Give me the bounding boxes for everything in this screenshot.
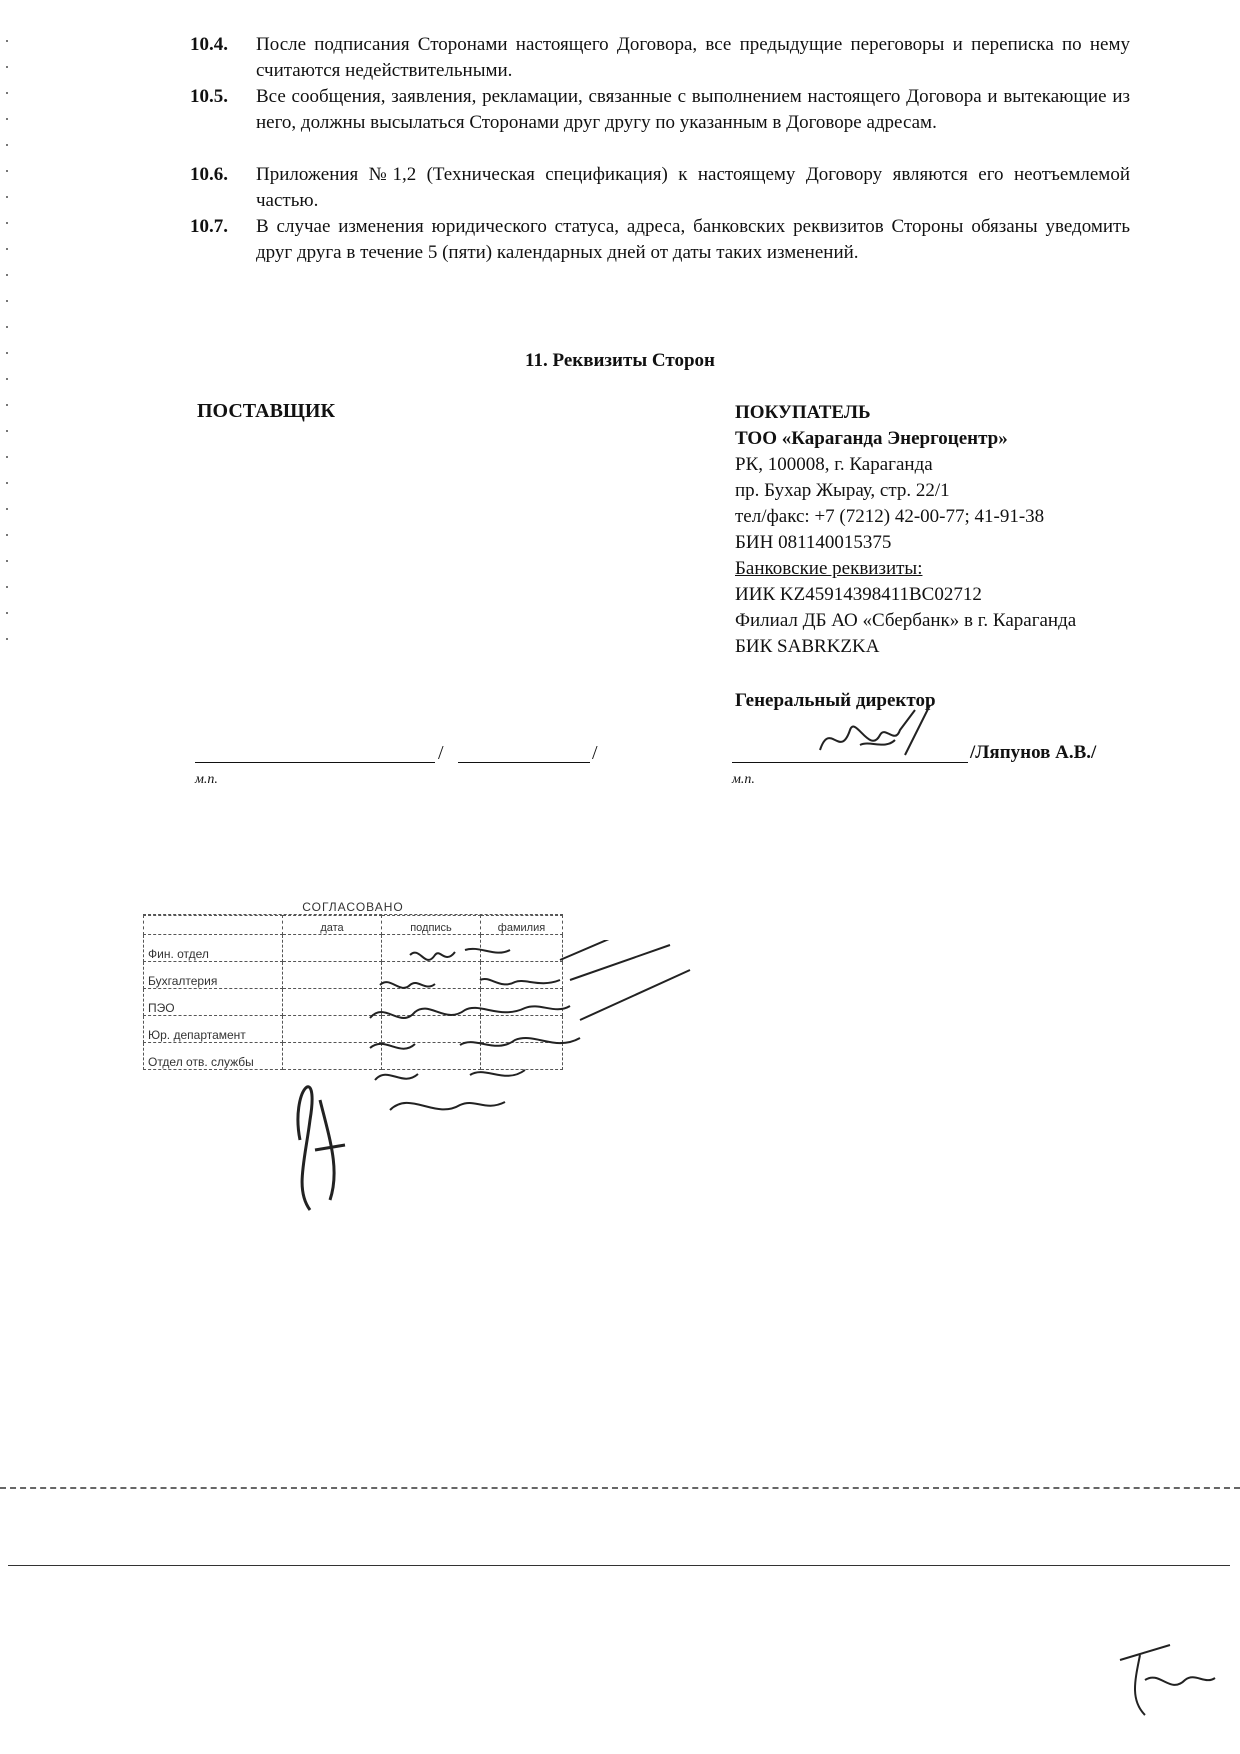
buyer-bank-label: Банковские реквизиты: <box>735 558 923 579</box>
slash: / <box>438 742 444 764</box>
approval-col: подпись <box>382 916 481 935</box>
clause-number: 10.5. <box>190 86 228 107</box>
approval-col: дата <box>283 916 382 935</box>
clause-10-7 <box>190 214 1130 266</box>
buyer-bik: БИК SABRKZKA <box>735 636 880 657</box>
approval-row-label: ПЭО <box>144 989 283 1016</box>
scan-dashed-line <box>0 1487 1240 1489</box>
approval-signatures <box>270 940 720 1230</box>
director-title: Генеральный директор <box>735 690 936 711</box>
approval-row-label: Фин. отдел <box>144 935 283 962</box>
buyer-address-1: РК, 100008, г. Караганда <box>735 454 933 475</box>
buyer-company: ТОО «Караганда Энергоцентр» <box>735 428 1008 449</box>
supplier-signature-line <box>195 762 435 763</box>
buyer-stamp-label: м.п. <box>732 772 755 787</box>
approval-col <box>144 916 283 935</box>
clause-number: 10.4. <box>190 34 228 55</box>
approval-header-row <box>144 916 563 935</box>
clause-number: 10.6. <box>190 164 228 185</box>
buyer-details <box>735 400 1076 660</box>
buyer-bin: БИН 081140015375 <box>735 532 892 553</box>
clause-10-5 <box>190 84 1130 136</box>
buyer-heading: ПОКУПАТЕЛЬ <box>735 402 871 423</box>
clause-10-6 <box>190 162 1130 214</box>
clause-text: Все сообщения, заявления, рекламации, связанные с выполнением настоящего Договора и вытекающие из него, должны высылаться Сторонами друг другу по указанным в Договоре адресам. <box>256 86 1130 133</box>
supplier-name-line <box>458 762 590 763</box>
clause-text: Приложения №1,2 (Техническая спецификация) к настоящему Договору являются его неотъемлемой частью. <box>256 164 1130 211</box>
buyer-phone: тел/факс: +7 (7212) 42-00-77; 41-91-38 <box>735 506 1045 527</box>
supplier-heading: ПОСТАВЩИК <box>197 400 335 422</box>
director-signature <box>800 700 960 770</box>
clause-10-4 <box>190 32 1130 84</box>
approval-row-label: Бухгалтерия <box>144 962 283 989</box>
clause-text: После подписания Сторонами настоящего Договора, все предыдущие переговоры и переписка по нему считаются недействительными. <box>256 34 1130 81</box>
approval-title: СОГЛАСОВАНО <box>143 900 563 915</box>
page-initials-signature <box>1110 1640 1220 1730</box>
slash: / <box>592 742 598 764</box>
buyer-address-2: пр. Бухар Жырау, стр. 22/1 <box>735 480 950 501</box>
approval-col: фамилия <box>481 916 563 935</box>
approval-row-label: Отдел отв. службы <box>144 1043 283 1070</box>
approval-row-label: Юр. департамент <box>144 1016 283 1043</box>
section-title: 11. Реквизиты Сторон <box>525 350 715 371</box>
buyer-iik: ИИК KZ45914398411BC02712 <box>735 584 982 605</box>
supplier-stamp-label: м.п. <box>195 772 218 787</box>
buyer-bank: Филиал ДБ АО «Сбербанк» в г. Караганда <box>735 610 1077 631</box>
director-name: /Ляпунов А.В./ <box>970 742 1097 763</box>
clause-number: 10.7. <box>190 216 228 237</box>
clause-text: В случае изменения юридического статуса, адреса, банковских реквизитов Стороны обязаны уведомить друг друга в течение 5 (пяти) календарных дней от даты таких изменений. <box>256 216 1130 263</box>
page-divider <box>8 1565 1230 1566</box>
